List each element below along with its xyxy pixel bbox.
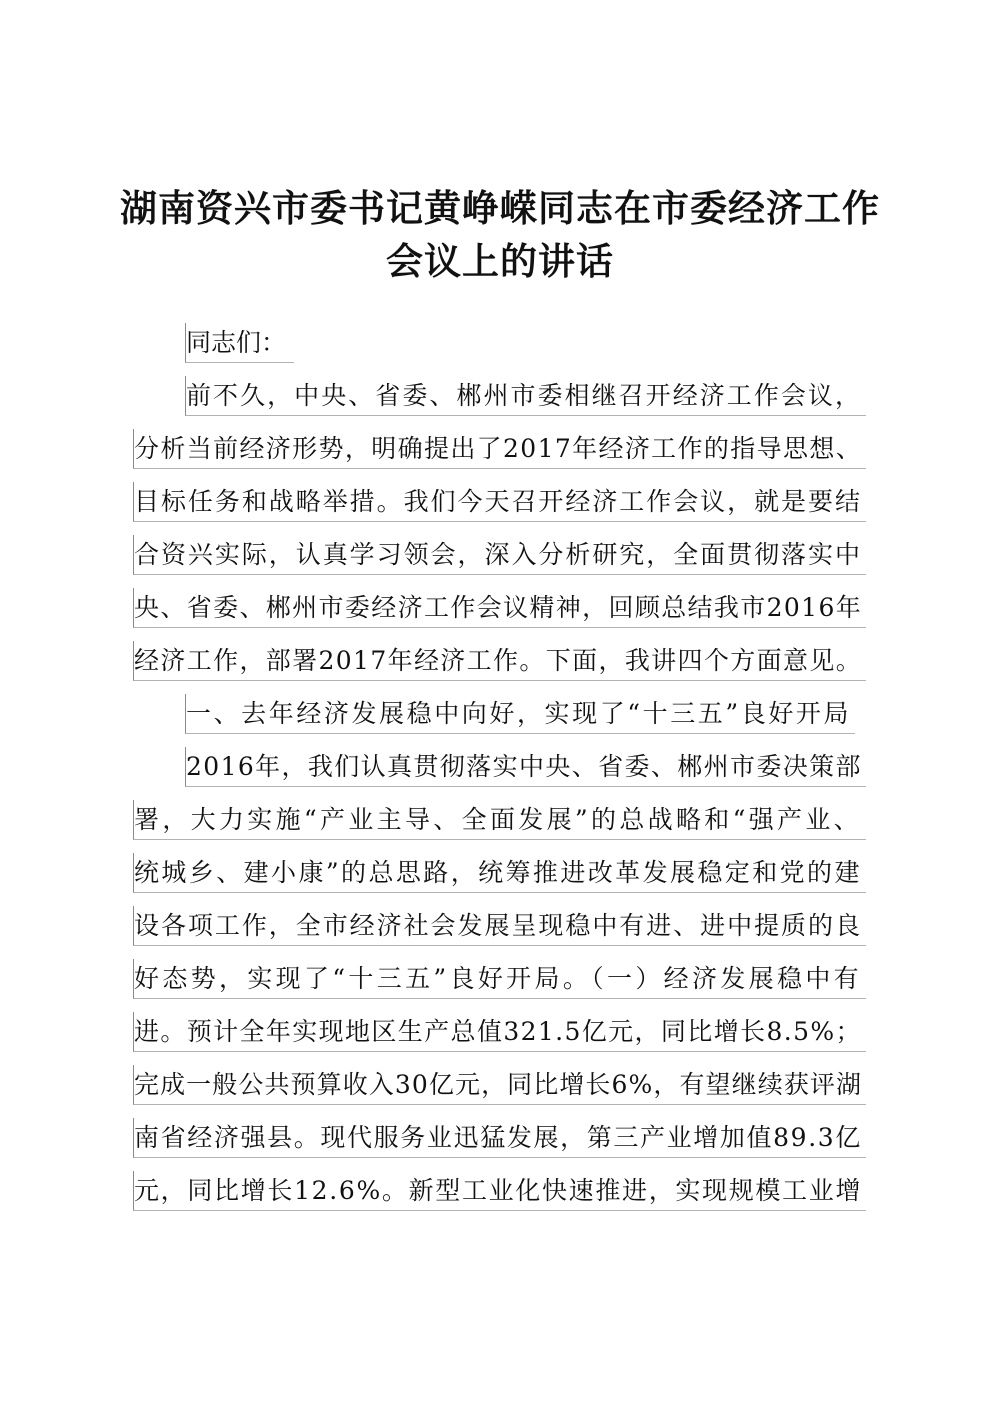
text-line: 统城乡、建小康”的总思路，统筹推进改革发展稳定和党的建 xyxy=(133,853,866,893)
text-line: 元，同比增长12.6%。新型工业化快速推进，实现规模工业增 xyxy=(133,1171,866,1211)
document-title-line-2: 会议上的讲话 xyxy=(386,240,614,283)
greeting: 同志们： xyxy=(185,323,294,363)
text-line: 目标任务和战略举措。我们今天召开经济工作会议，就是要结 xyxy=(133,482,866,522)
section-heading: 一、去年经济发展稳中向好，实现了“十三五”良好开局 xyxy=(185,694,855,734)
text-line: 央、省委、郴州市委经济工作会议精神，回顾总结我市2016年 xyxy=(133,588,866,628)
text-line: 完成一般公共预算收入30亿元，同比增长6%，有望继续获评湖 xyxy=(133,1065,866,1105)
text-line: 分析当前经济形势，明确提出了2017年经济工作的指导思想、 xyxy=(133,429,866,469)
document-title-line-1: 湖南资兴市委书记黄峥嵘同志在市委经济工作 xyxy=(120,187,880,230)
text-line: 进。预计全年实现地区生产总值321.5亿元，同比增长8.5%； xyxy=(133,1012,866,1052)
text-line: 设各项工作，全市经济社会发展呈现稳中有进、进中提质的良 xyxy=(133,906,866,946)
text-line: 前不久，中央、省委、郴州市委相继召开经济工作会议， xyxy=(185,376,866,416)
text-line: 署，大力实施“产业主导、全面发展”的总战略和“强产业、 xyxy=(133,800,866,840)
text-line: 南省经济强县。现代服务业迅猛发展，第三产业增加值89.3亿 xyxy=(133,1118,866,1158)
text-line: 经济工作，部署2017年经济工作。下面，我讲四个方面意见。 xyxy=(133,641,866,681)
text-line: 2016年，我们认真贯彻落实中央、省委、郴州市委决策部 xyxy=(185,747,866,787)
text-line: 好态势，实现了“十三五”良好开局。（一）经济发展稳中有 xyxy=(133,959,866,999)
text-line: 合资兴实际，认真学习领会，深入分析研究，全面贯彻落实中 xyxy=(133,535,866,575)
